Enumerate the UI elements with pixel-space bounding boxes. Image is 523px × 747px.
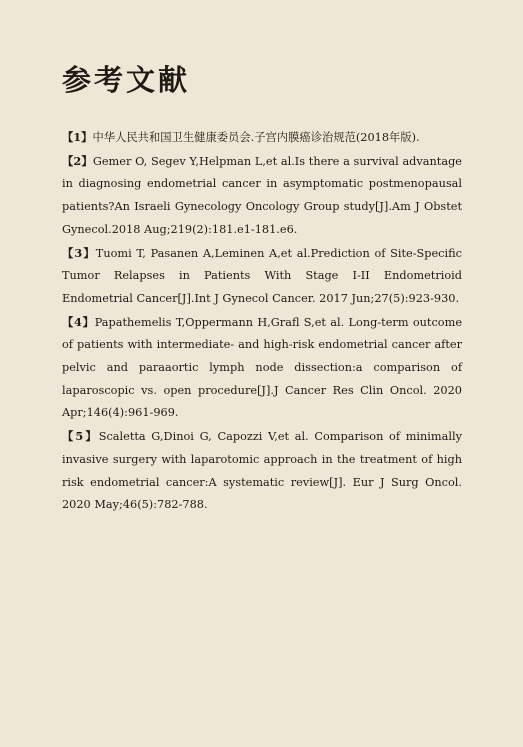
reference-number: 【3】	[62, 245, 96, 260]
reference-number: 【5】	[62, 429, 99, 444]
reference-number: 【2】	[62, 153, 93, 168]
reference-text: Scaletta G,Dinoi G, Capozzi V,et al. Comparison of minimally invasive surgery with laparotomic approach in the treatment of high risk endometrial cancer:A systematic review[J]. Eur J Surg Oncol. 2020 May;46(5):782-788.	[62, 430, 462, 512]
reference-item	[62, 126, 462, 150]
page-title: 参考文献	[62, 63, 191, 97]
reference-number: 【1】	[62, 130, 93, 144]
reference-item	[62, 242, 462, 311]
reference-text: Tuomi T, Pasanen A,Leminen A,et al.Prediction of Site-Specific Tumor Relapses in Patients With Stage I-II Endometrioid Endometrial Cancer[J].Int J Gynecol Cancer. 2017 Jun;27(5):923-930.	[62, 246, 462, 305]
reference-item	[62, 425, 462, 517]
reference-number: 【4】	[62, 314, 95, 329]
reference-text: Papathemelis T,Oppermann H,Grafl S,et al. Long-term outcome of patients with intermediate- and high-risk endometrial cancer after pelvic and paraaortic lymph node dissection:a comparison of laparoscopic vs. open procedure[J].J Cancer Res Clin Oncol. 2020 Apr;146(4):961-969.	[62, 315, 462, 420]
reference-item	[62, 311, 462, 426]
reference-list	[62, 126, 462, 517]
reference-text: 中华人民共和国卫生健康委员会.子宫内膜癌诊治规范(2018年版).	[92, 131, 420, 144]
reference-text: Gemer O, Segev Y,Helpman L,et al.Is there a survival advantage in diagnosing endometrial cancer in asymptomatic postmenopausal patients?An Israeli Gynecology Oncology Group study[J].Am J Obstet Gynecol.2018 Aug;219(2):181.e1-181.e6.	[62, 154, 462, 236]
reference-item	[62, 150, 462, 242]
